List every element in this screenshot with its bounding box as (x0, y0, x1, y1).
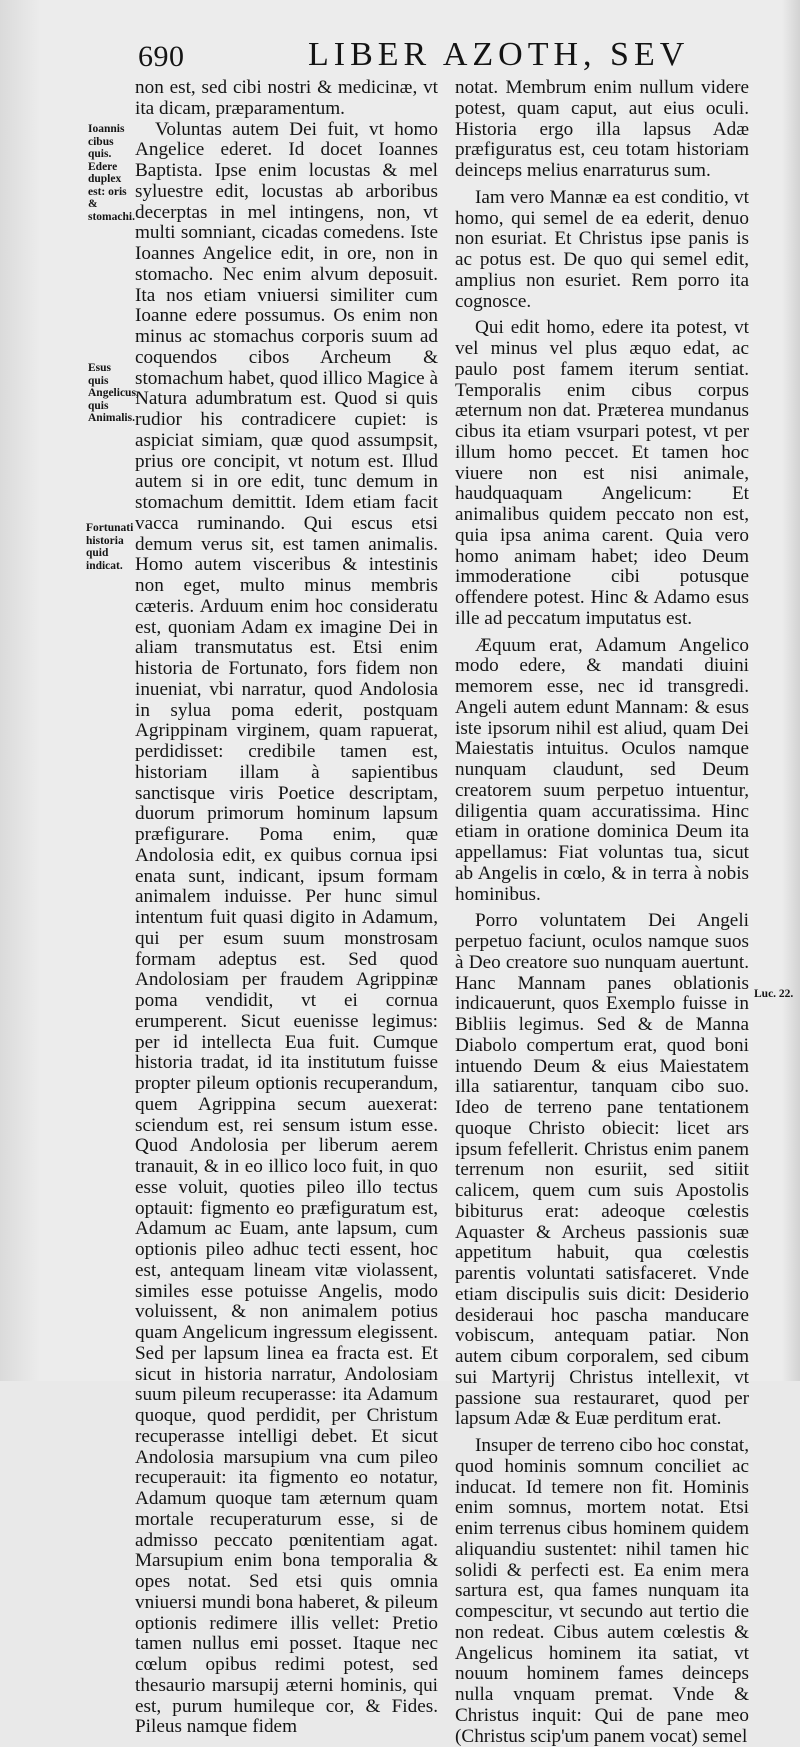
paragraph: notat. Membrum enim nullum videre potest, quam caput, aut eius oculi. Historia ergo illa lapsus Adæ præfiguratus est, ceu totam historiam deinceps melius enarraturus sum. (455, 77, 749, 181)
paragraph: Voluntas autem Dei fuit, vt homo Angelice ederet. Id docet Ioannes Baptista. Ipse enim locustas & mel syluestre edit, locustas ab arboribus decerptas in mel intingens, non, vt multi somniant, cicadas comedens. Iste Ioannes Angelice edit, in ore, non in stomacho. Nec enim alvum deposuit. Ita nos etiam vniuersi similiter cum Ioanne edere possumus. Os enim non minus ac stomachus corporis suum ad coquendos cibos Archeum & stomachum habet, quod illico Magice à Natura adumbratum est. Quod si quis rudior his contradicere cupiet: is aspiciat simiam, quæ quod assumpsit, prius ore concipit, vt notum est. Illud autem si in ore edit, tunc demum in stomachum demittit. Idem etiam facit vacca ruminando. Qui escus etsi demum verus sit, est tamen animalis. Homo autem visceribus & intestinis non eget, multo minus membris cæteris. Arduum enim hoc consideratu est, quoniam Adam ex imagine Dei in aliam transmutatus est. Etsi enim historia de Fortunato, fors fidem non inueniat, vbi narratur, quod Andolosia in sylua poma ederit, postquam Agrippinam virginem, quam rapuerat, perdidisset: credibile tamen est, historiam illam à sapientibus sanctisque viris Poetice descriptam, duorum primorum hominum lapsum præfigurare. Poma enim, quæ Andolosia edit, ex quibus cornua ipsi enata sunt, indicant, ipsum formam animalem induisse. Per hunc simul intentum fuit quasi digito in Adamum, qui per esum suum monstrosam formam adeptus est. Sed quod Andolosiam per fraudem Agrippinæ poma vendidit, vt ei cornua erumperent. Sicut euenisse legimus: per id intellecta Eua fuit. Cumque historia tradat, id ita institutum fuisse propter pileum optionis recuperandum, quem Agrippina secum auexerat: sciendum est, rei sensum istum esse. Quod Andolosia per liberum aerem tranauit, & in eo illico loco fuit, in quo esse voluit, quoties pileo illo tectus optauit: figmento eo præfiguratum est, Adamum ac Euam, ante lapsum, cum optionis pileo adhuc tecti essent, hoc est, antequam lineam vitæ violassent, similes esse potuisse Angelis, modo voluissent, & non animalem potius quam Angelicum ingressum elegissent. Sed per lapsum linea ea fracta est. Et sicut in historia narratur, Andolosiam suum pileum recuperasse: ita Adamum quoque, quod perdidit, per Christum recuperasse intelligi debet. Et sicut Andolosia marsupium vna cum pileo recuperauit: ita figmento eo notatur, Adamum quoque tam æternum quam mortale recuperaturum esse, si de admisso peccato pœnitentiam agat. Marsupium enim bona temporalia & opes notat. Sed etsi quis omnia vniuersi mundi bona haberet, & pileum optionis redimere illis vellet: Pretio tamen nullus emi posset. Itaque nec cœlum opibus redimi potest, sed thesaurio marsupij æterni hominis, qui est, purum humileque cor, & Fides. Pileus namque fidem (135, 118, 438, 1738)
left-page-edge (0, 0, 40, 1381)
marginal-note-esus: Esus quis Angelicus, quis Animalis. (88, 362, 139, 424)
paragraph: Porro voluntatem Dei Angeli perpetuo faciunt, oculos namque suos à Deo creatore suo nunquam auertunt. Hanc Mannam panes oblationis indicauerunt, quos Exemplo fuisse in Bibliis legimus. Sed & de Manna Diabolo compertum erat, quod boni intuendo Deum & eius Maiestatem illa satiarentur, tanquam cibo suo. Ideo de terreno pane tentationem quoque Christo obiecit: licet ars ipsum fefellerit. Christus enim panem terrenum non esuriit, sed sitiit calicem, quem cum suis Apostolis bibiturus erat: adeoque cœlestis Aquaster & Archeus passionis suæ appetitum habuit, qua cœlestis parentis voluntati satisfaceret. Vnde etiam discipulis suis dicit: Desiderio desideraui hoc pascha manducare vobiscum, antequam patiar. Non autem cibum corporalem, sed cibum sui Martyrij Christus intellexit, vt passione sua restauraret, quod per lapsum Adæ & Euæ perditum erat. (455, 910, 749, 1430)
paragraph: Iam vero Mannæ ea est conditio, vt homo, qui semel de ea ederit, denuo non esuriat. Et Christus ipse panis is ac potus est. De quo qui semel edit, amplius non esuriet. Rem porro ita cognosce. (455, 186, 749, 312)
right-text-column (455, 78, 749, 1747)
paragraph: Qui edit homo, edere ita potest, vt vel minus vel plus æquo edat, ac paulo post famem iterum sentiat. Temporalis enim cibus corpus æternum non dat. Præterea mundanus cibus ita etiam vsurpari potest, vt per illum homo peccet. Et tamen hoc viuere non est nisi animale, haudquaquam Angelicum: Et animalibus quidem peccato non est, quia ipsa anima carent. Quia vero homo animam habet; ideo Deum immoderatione cibi potusque offendere potest. Hinc & Adamo esus ille ad peccatum imputatus est. (455, 317, 749, 629)
left-text-column (135, 78, 438, 1738)
paragraph: non est, sed cibi nostri & medicinæ, vt ita dicam, præparamentum. (135, 77, 438, 119)
paragraph: Insuper de terreno cibo hoc constat, quod hominis somnum conciliet ac inducat. Id temere non fit. Hominis enim somnus, mortem notat. Etsi enim terrenus cibus hominem quidem aliquandiu sustentet: nihil tamen hic solidi & perfecti est. Ea enim mera sartura est, qua fames nunquam ita compescitur, vt secundo aut tertio die non redeat. Cibus autem cœlestis & Angelicus hominem ita satiat, vt nouum hominem fames deinceps nulla vnquam premat. Vnde & Christus inquit: Qui de pane meo (Christus scip'um panem vocat) semel (455, 1435, 749, 1747)
marginal-note-fortunati: Fortunati historia quid indicat. (86, 522, 134, 572)
marginal-note-ioannis: Ioannis cibus quis. Edere duplex est: oris & stomachi. (88, 123, 135, 223)
running-head: LIBER AZOTH, SEV (308, 36, 690, 73)
page-number: 690 (138, 40, 185, 73)
marginal-note-luc: Luc. 22. (754, 988, 794, 1000)
paragraph: Æquum erat, Adamum Angelico modo edere, & mandati diuini memorem esse, nec id transgredi. Angeli autem edunt Mannam: & esus iste ipsorum nihil est aliud, quam Dei Maiestatis intuitus. Oculos namque nunquam claudunt, sed Deum creatorem suum perpetuo intuentur, diligentia quam accuratissima. Hinc etiam in oratione dominica Deum ita appellamus: Fiat voluntas tua, sicut ab Angelis in cœlo, & in terra à nobis hominibus. (455, 634, 749, 905)
right-page-edge (782, 0, 800, 1381)
